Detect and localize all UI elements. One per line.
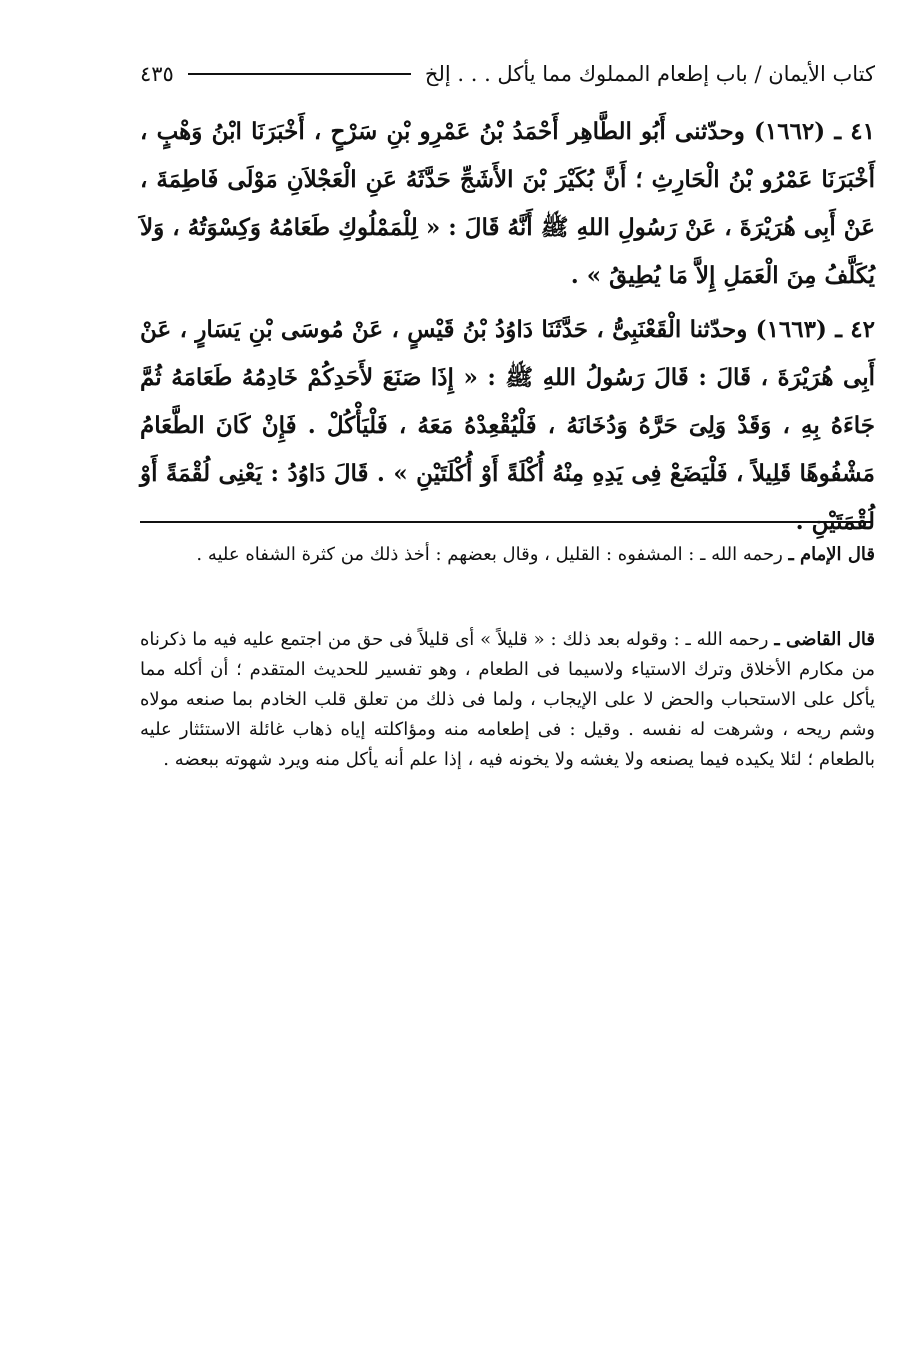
commentary-speaker: قال القاضى ـ (774, 629, 876, 650)
hadith-text: ٤١ ـ (١٦٦٢) وحدّثنى أَبُو الطَّاهِر أَحْمَدُ بْنُ عَمْرِو بْنِ سَرْحٍ ، أَخْبَرَنَا ابْنُ وَهْبٍ ، أَخْبَرَنَا عَمْرُو بْنُ الْحَارِثِ ؛ أَنَّ بُكَيْرَ بْنَ الأَشَجِّ حَدَّثَهُ عَنِ الْعَجْلاَنِ مَوْلَى فَاطِمَةَ ، عَنْ أَبِى هُرَيْرَةَ ، عَنْ رَسُولِ اللهِ ﷺ أَنَّهُ قَالَ : « لِلْمَمْلُوكِ طَعَامُهُ وَكِسْوَتُهُ ، وَلاَ يُكَلَّفُ مِنَ الْعَمَلِ إِلاَّ مَا يُطِيقُ » . (140, 118, 875, 289)
commentary-speaker: قال الإمام ـ (788, 544, 875, 565)
commentary-text: رحمه الله ـ : المشفوه : القليل ، وقال بعضهم : أخذ ذلك من كثرة الشفاه عليه . (196, 544, 789, 565)
commentary-text: رحمه الله ـ : وقوله بعد ذلك : « قليلاً » أى قليلاً فى حق من اجتمع عليه فيه ما ذكرناه من مكارم الأخلاق وترك الاستياء ولاسيما فى الطعام ، وهو تفسير للحديث المتقدم ؛ أن أكله مما يأكل على الاستحباب والحض لا على الإيجاب ، ولما فى ذلك من تعلق قلب الخادم بما صنعه مولاه وشم ريحه ، وشرهت له نفسه . وقيل : فى إطعامه منه ومؤاكلته إياه ذهاب غائلة الاستئثار عليه بالطعام ؛ لئلا يكيده فيما يصنعه ولا يغشه ولا يخونه فيه ، إذا علم أنه يأكل منه ويرد شهوته ببعضه . (140, 629, 876, 770)
page-number: ٤٣٥ (140, 62, 174, 86)
commentary-qadi (140, 625, 875, 775)
commentary-imam (140, 540, 875, 570)
footnote-divider (140, 521, 873, 523)
hadith-42 (140, 306, 875, 546)
hadith-text: ٤٢ ـ (١٦٦٣) وحدّثنا الْقَعْنَبِىُّ ، حَدَّثَنَا دَاوُدُ بْنُ قَيْسٍ ، عَنْ مُوسَى بْنِ يَسَارٍ ، عَنْ أَبِى هُرَيْرَةَ ، قَالَ : قَالَ رَسُولُ اللهِ ﷺ : « إِذَا صَنَعَ لأَحَدِكُمْ خَادِمُهُ طَعَامَهُ ثُمَّ جَاءَهُ بِهِ ، وَقَدْ وَلِىَ حَرَّهُ وَدُخَانَهُ ، فَلْيُقْعِدْهُ مَعَهُ ، فَلْيَأْكُلْ . فَإِنْ كَانَ الطَّعَامُ مَشْفُوهًا قَلِيلاً ، فَلْيَضَعْ فِى يَدِهِ مِنْهُ أُكْلَةً أَوْ أُكْلَتَيْنِ » . قَالَ دَاوُدُ : يَعْنِى لُقْمَةً أَوْ لُقْمَتَيْنِ . (140, 316, 875, 535)
hadith-41 (140, 108, 875, 300)
header-title: كتاب الأيمان / باب إطعام المملوك مما يأكل . . . إلخ (424, 62, 875, 86)
header-rule (188, 73, 411, 75)
running-header (140, 54, 875, 94)
